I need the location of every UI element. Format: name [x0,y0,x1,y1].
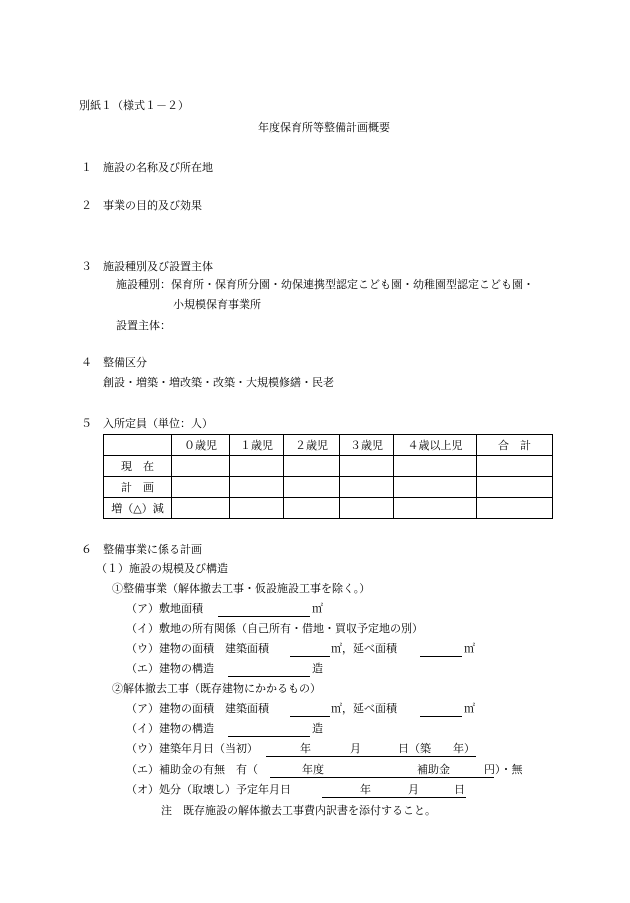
demolition-building-area-label: （ア）建物の面積 建築面積 [126,702,269,715]
demolition-note: 注 既存施設の解体撤去工事費内訳書を添付すること。 [161,804,436,817]
demolition-structure-label: （イ）建物の構造 [126,722,214,735]
section-2-heading: ２ 事業の目的及び効果 [81,199,202,212]
table-row [104,498,553,519]
table-cell[interactable] [230,477,284,498]
row-label-change: 増（△）減 [104,498,172,519]
table-cell[interactable] [477,498,553,519]
table-cell[interactable] [284,477,340,498]
construction-age-years: 年） [453,742,475,755]
table-cell[interactable] [394,456,477,477]
table-row [104,456,553,477]
site-area-field[interactable] [218,616,310,617]
table-header-cell: ３歳児 [340,435,394,456]
table-cell[interactable] [477,477,553,498]
table-cell[interactable] [284,456,340,477]
subsidy-grant-label: 補助金 [417,763,450,776]
table-cell[interactable] [172,456,230,477]
table-cell[interactable] [230,498,284,519]
section-6-heading: ６ 整備事業に係る計画 [81,543,202,556]
demolition-structure-field[interactable] [228,736,310,737]
table-header-cell [104,435,172,456]
construction-date-year: 年 [300,742,311,755]
facility-type-line-2: 小規模保育事業所 [173,298,261,311]
construction-date-field[interactable] [266,756,476,757]
construction-project-title: ①整備事業（解体撤去工事・仮設施設工事を除く。） [112,582,371,595]
table-cell[interactable] [230,456,284,477]
building-area-field[interactable] [290,656,330,657]
disposal-date-year: 年 [360,783,371,796]
table-cell[interactable] [394,477,477,498]
disposal-date-field[interactable] [322,797,466,798]
attachment-label: 別紙１（様式１－２） [79,99,189,112]
total-floor-area-unit: ㎡ [464,642,475,655]
section-5-heading: ５ 入所定員（単位：人） [81,417,213,430]
total-floor-area-field[interactable] [420,656,462,657]
site-area-label: （ア）敷地面積 [126,602,203,615]
demolition-project-title: ②解体撤去工事（既存建物にかかるもの） [112,682,321,695]
subsidy-label: （エ）補助金の有無 有（ [126,763,258,776]
table-header-cell: ４歳以上児 [394,435,477,456]
site-area-unit: ㎡ [312,602,323,615]
building-area-label: （ウ）建物の面積 建築面積 [126,642,269,655]
disposal-date-label: （オ）処分（取壊し）予定年月日 [126,783,291,796]
table-header-row [104,435,553,456]
section-1-heading: １ 施設の名称及び所在地 [81,161,213,174]
subsidy-yen-none: 円）・無 [484,763,523,776]
founder-label: 設置主体： [116,319,171,332]
structure-field[interactable] [228,676,310,677]
structure-label: （エ）建物の構造 [126,662,214,675]
row-label-plan: 計 画 [104,477,172,498]
construction-date-label: （ウ）建築年月日（当初） [126,742,258,755]
structure-unit: 造 [312,662,323,675]
construction-date-month: 月 [350,742,361,755]
disposal-date-day: 日 [454,783,465,796]
demolition-total-floor-area-unit: ㎡ [464,702,475,715]
demolition-building-area-field[interactable] [290,716,330,717]
table-cell[interactable] [340,477,394,498]
demolition-building-area-unit: ㎡，延べ面積 [331,702,397,715]
disposal-date-month: 月 [408,783,419,796]
table-header-cell: 合 計 [477,435,553,456]
section-3-heading: ３ 施設種別及び設置主体 [81,260,213,273]
table-cell[interactable] [284,498,340,519]
table-cell[interactable] [394,498,477,519]
table-cell[interactable] [172,498,230,519]
building-area-unit: ㎡，延べ面積 [331,642,397,655]
construction-date-day: 日（築 [398,742,431,755]
table-header-cell: １歳児 [230,435,284,456]
subsidy-fiscal-year: 年度 [302,763,324,776]
subsidy-field[interactable] [270,777,494,778]
document-title: 年度保育所等整備計画概要 [258,121,390,134]
construction-type-options: 創設・増築・増改築・改築・大規模修繕・民老 [103,376,334,389]
site-ownership-label: （イ）敷地の所有関係（自己所有・借地・買収予定地の別） [126,622,423,635]
table-header-cell: ２歳児 [284,435,340,456]
demolition-total-floor-area-field[interactable] [420,716,462,717]
demolition-structure-unit: 造 [312,722,323,735]
table-cell[interactable] [340,498,394,519]
table-row [104,477,553,498]
table-cell[interactable] [477,456,553,477]
table-cell[interactable] [340,456,394,477]
section-4-heading: ４ 整備区分 [81,356,147,369]
subsection-1-heading: （１）施設の規模及び構造 [96,562,228,575]
table-cell[interactable] [172,477,230,498]
facility-type-line-1: 施設種別：保育所・保育所分園・幼保連携型認定こども園・幼稚園型認定こども園・ [116,278,534,291]
row-label-current: 現 在 [104,456,172,477]
table-header-cell: ０歳児 [172,435,230,456]
capacity-table [103,434,553,519]
